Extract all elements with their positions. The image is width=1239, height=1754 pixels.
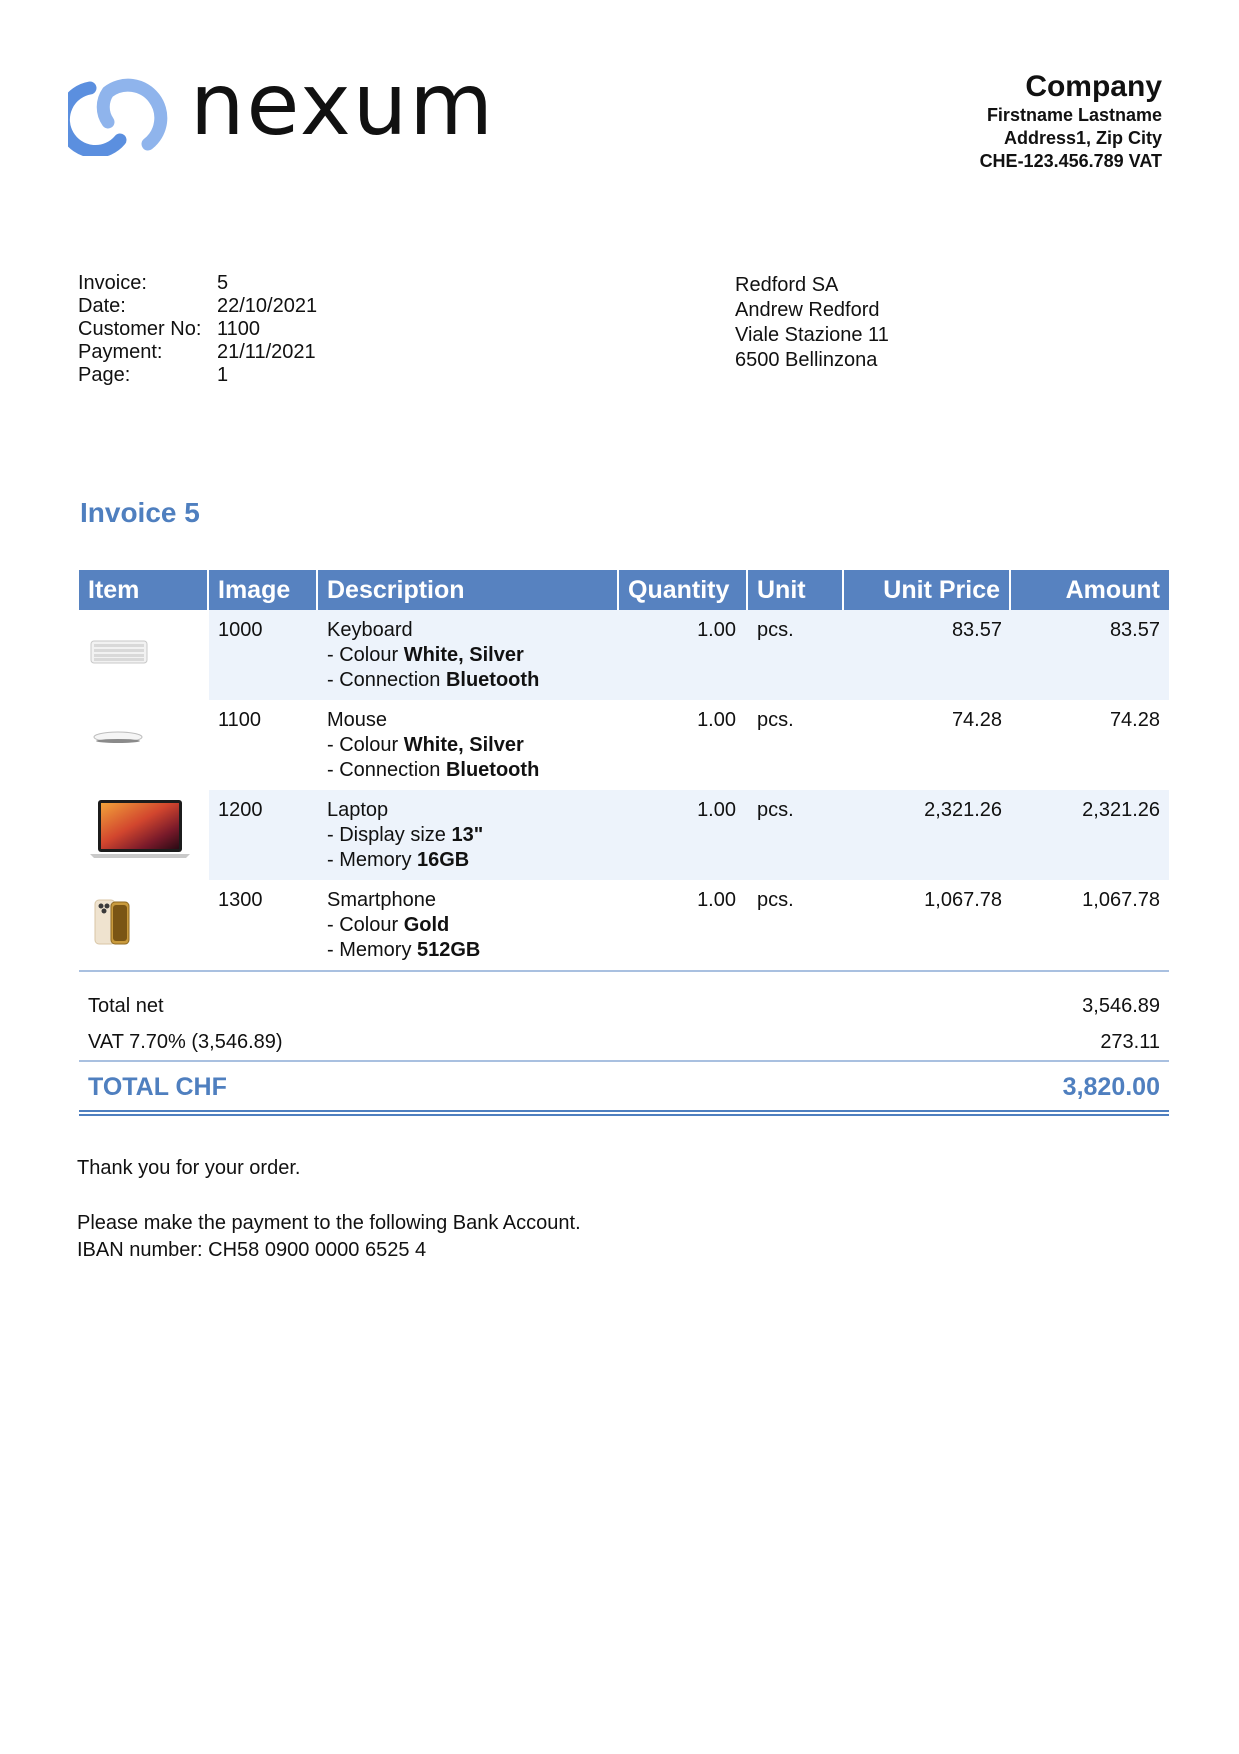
header-description: Description — [318, 570, 619, 610]
item-unit: pcs. — [748, 610, 844, 700]
invoice-info — [78, 272, 317, 387]
attr-value: Gold — [403, 914, 450, 936]
info-label: Customer No: — [78, 318, 202, 340]
table-divider — [79, 970, 1169, 972]
attr-label: - Connection — [327, 669, 446, 691]
vat-row — [79, 1024, 1169, 1060]
info-row — [78, 295, 317, 318]
item-image-cell — [79, 790, 209, 880]
info-row — [78, 272, 317, 295]
item-unit: pcs. — [748, 790, 844, 880]
table-row — [79, 790, 1169, 880]
customer-name: Andrew Redford — [735, 299, 880, 321]
header-amount: Amount — [1065, 576, 1160, 604]
attr-label: - Display size — [327, 824, 452, 846]
header-item: Item — [79, 570, 209, 610]
item-image-cell — [79, 880, 209, 970]
totals-section — [79, 988, 1169, 1116]
info-row — [78, 341, 317, 364]
item-quantity: 1.00 — [697, 889, 736, 911]
item-name: Mouse — [327, 709, 388, 731]
total-net-value: 3,546.89 — [1082, 995, 1160, 1017]
footer-notes — [77, 1155, 581, 1264]
item-description — [318, 610, 619, 700]
item-number: 1000 — [209, 610, 318, 700]
company-vat: CHE-123.456.789 VAT — [979, 151, 1162, 171]
info-label: Payment: — [78, 341, 163, 363]
item-name: Smartphone — [327, 889, 436, 911]
item-number: 1100 — [218, 709, 262, 731]
thanks-text: Thank you for your order. — [77, 1157, 301, 1179]
company-contact: Firstname Lastname — [986, 105, 1162, 125]
item-name: Laptop — [327, 799, 389, 821]
total-net-row — [79, 988, 1169, 1024]
item-quantity: 1.00 — [619, 790, 748, 880]
customer-address — [735, 273, 889, 373]
attr-value: Bluetooth — [445, 669, 540, 691]
table-row — [79, 880, 1169, 970]
item-number: 1300 — [218, 889, 263, 911]
item-amount: 2,321.26 — [1011, 790, 1169, 880]
item-quantity: 1.00 — [619, 610, 748, 700]
item-amount: 74.28 — [1109, 709, 1160, 731]
info-row — [78, 318, 317, 341]
item-unit: pcs. — [757, 889, 794, 911]
info-value: 5 — [217, 272, 229, 294]
total-underline — [79, 1114, 1169, 1116]
item-image-cell — [79, 700, 209, 790]
item-amount: 83.57 — [1011, 610, 1169, 700]
item-description — [318, 700, 619, 790]
info-row — [78, 364, 317, 387]
header-quantity: Quantity — [619, 570, 748, 610]
table-row — [79, 610, 1169, 700]
attr-label: - Memory — [327, 849, 417, 871]
info-value: 22/10/2021 — [217, 295, 318, 317]
total-underline — [79, 1110, 1169, 1112]
item-unit-price: 2,321.26 — [844, 790, 1011, 880]
grand-total-value: 3,820.00 — [1062, 1073, 1160, 1101]
attr-label: - Connection — [327, 759, 446, 781]
logo — [68, 55, 528, 164]
logo-text: nexum — [190, 55, 496, 155]
item-unit-price: 74.28 — [951, 709, 1002, 731]
header-unit-price: Unit Price — [844, 570, 1011, 610]
attr-label: - Colour — [327, 644, 404, 666]
laptop-image — [88, 798, 192, 860]
grand-total-row — [79, 1064, 1169, 1110]
vat-label: VAT 7.70% (3,546.89) — [88, 1031, 283, 1053]
payment-note: Please make the payment to the following Bank Account. — [77, 1212, 581, 1234]
customer-city: 6500 Bellinzona — [735, 349, 878, 371]
items-table — [79, 570, 1169, 1116]
info-label: Invoice: — [78, 272, 147, 294]
attr-value: 512GB — [417, 939, 481, 961]
attr-value: 13" — [451, 824, 484, 846]
company-address: Address1, Zip City — [1003, 128, 1162, 148]
info-value: 1 — [217, 364, 229, 386]
item-description — [318, 880, 619, 970]
total-net-label: Total net — [88, 995, 164, 1017]
smartphone-image — [93, 896, 135, 948]
item-image-cell — [79, 610, 209, 700]
company-name: Company — [1025, 70, 1162, 103]
info-label: Page: — [78, 364, 131, 386]
attr-label: - Memory — [327, 939, 417, 961]
header-image: Image — [209, 570, 318, 610]
company-block — [980, 70, 1162, 173]
item-unit: pcs. — [757, 709, 794, 731]
iban-text: IBAN number: CH58 0900 0000 6525 4 — [77, 1239, 427, 1261]
header-unit: Unit — [748, 570, 844, 610]
customer-street: Viale Stazione 11 — [735, 324, 889, 346]
info-value: 1100 — [217, 318, 261, 340]
item-name: Keyboard — [327, 619, 413, 641]
attr-value: White, Silver — [403, 644, 524, 666]
table-row — [79, 700, 1169, 790]
mouse-image — [92, 728, 144, 748]
customer-company: Redford SA — [735, 274, 839, 296]
item-amount: 1,067.78 — [1082, 889, 1160, 911]
item-number: 1200 — [209, 790, 318, 880]
keyboard-image — [90, 637, 150, 667]
attr-value: Bluetooth — [445, 759, 540, 781]
attr-value: White, Silver — [403, 734, 524, 756]
info-label: Date: — [78, 295, 126, 317]
item-unit-price: 1,067.78 — [924, 889, 1002, 911]
attr-label: - Colour — [327, 914, 404, 936]
invoice-title: Invoice 5 — [80, 497, 200, 528]
table-header — [79, 570, 1169, 610]
vat-value: 273.11 — [1100, 1031, 1160, 1053]
grand-total-label: TOTAL CHF — [88, 1073, 227, 1101]
attr-label: - Colour — [327, 734, 404, 756]
totals-divider — [79, 1060, 1169, 1062]
item-description — [318, 790, 619, 880]
nexum-logo-icon — [68, 70, 168, 156]
item-quantity: 1.00 — [697, 709, 736, 731]
attr-value: 16GB — [417, 849, 470, 871]
info-value: 21/11/2021 — [217, 341, 316, 363]
item-unit-price: 83.57 — [844, 610, 1011, 700]
